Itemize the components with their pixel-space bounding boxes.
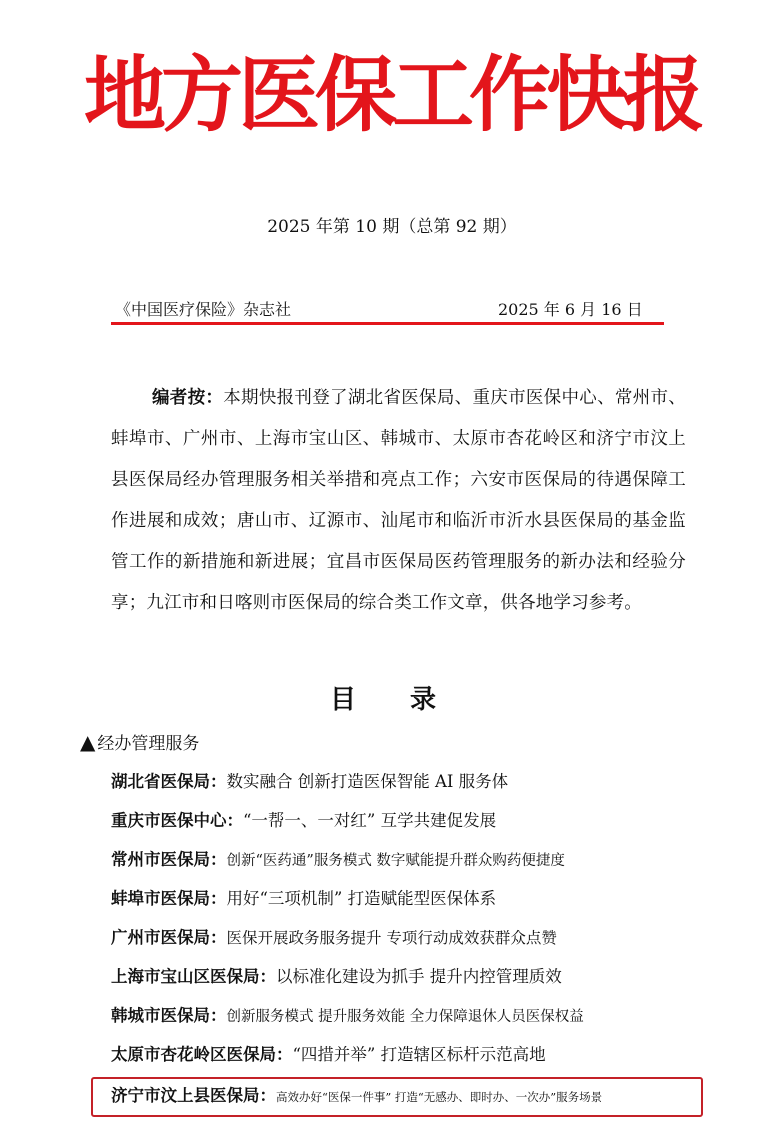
toc-title: 目录	[330, 685, 491, 715]
masthead-title: 地方医保工作快报	[83, 47, 700, 143]
toc-entry-title: 高效办好“医保一件事” 打造“无感办、即时办、一次办”服务场景	[276, 1090, 603, 1104]
header-divider	[111, 322, 664, 325]
toc-entry-title: 数实融合 创新打造医保智能 AI 服务体	[226, 772, 509, 791]
toc-entry[interactable]	[111, 998, 711, 1034]
toc-entry[interactable]	[111, 1037, 711, 1073]
toc-entry-org: 济宁市汶上县医保局：	[111, 1086, 276, 1105]
toc-entry-highlighted[interactable]	[111, 1078, 711, 1114]
toc-section-label: 经办管理服务	[97, 734, 200, 754]
toc-entry-org: 广州市医保局：	[111, 928, 227, 947]
toc-entry-org: 上海市宝山区医保局：	[111, 967, 276, 986]
toc-entry[interactable]	[111, 881, 711, 917]
publisher-name: 《中国医疗保险》杂志社	[115, 300, 292, 319]
toc-section-heading	[80, 728, 199, 758]
toc-entry[interactable]	[111, 959, 711, 995]
toc-entry-title: 创新“医药通”服务模式 数字赋能提升群众购药便捷度	[226, 853, 565, 869]
triangle-icon: ▲	[80, 730, 96, 754]
toc-entry-org: 重庆市医保中心：	[111, 811, 243, 830]
editor-note	[111, 378, 686, 624]
publish-date: 2025 年 6 月 16 日	[498, 300, 643, 319]
toc-entry-org: 韩城市医保局：	[111, 1006, 227, 1025]
toc-entry[interactable]	[111, 764, 711, 800]
toc-entry-title: 用好“三项机制” 打造赋能型医保体系	[226, 889, 497, 908]
toc-entry-title: 医保开展政务服务提升 专项行动成效获群众点赞	[226, 929, 557, 947]
toc-entry[interactable]	[111, 842, 711, 878]
toc-entry[interactable]	[111, 920, 711, 956]
toc-entry-org: 太原市杏花岭区医保局：	[111, 1045, 293, 1064]
toc-entry-title: “四措并举” 打造辖区标杆示范高地	[292, 1045, 546, 1064]
toc-entry-org: 蚌埠市医保局：	[111, 889, 227, 908]
toc-entry-title: 以标准化建设为抓手 提升内控管理质效	[276, 967, 562, 986]
toc-entry[interactable]	[111, 803, 711, 839]
toc-entry-org: 湖北省医保局：	[111, 772, 227, 791]
editor-note-text: 本期快报刊登了湖北省医保局、重庆市医保中心、常州市、蚌埠市、广州市、上海市宝山区、韩城市、太原市杏花岭区和济宁市汶上县医保局经办管理服务相关举措和亮点工作；六安市医保局的待遇保障工作进展和成效；唐山市、辽源市、汕尾市和临沂市沂水县医保局的基金监管工作的新措施和新进展；宜昌市医保局医药管理服务的新办法和经验分享；九江市和日喀则市医保局的综合类工作文章，供各地学习参考。	[111, 388, 686, 613]
toc-entry-org: 常州市医保局：	[111, 850, 227, 869]
toc-entry-title: 创新服务模式 提升服务效能 全力保障退休人员医保权益	[226, 1009, 584, 1025]
issue-number: 2025 年第 10 期（总第 92 期）	[267, 217, 517, 237]
editor-note-lead: 编者按：	[152, 388, 224, 408]
toc-entry-title: “一帮一、一对红” 互学共建促发展	[243, 811, 497, 830]
